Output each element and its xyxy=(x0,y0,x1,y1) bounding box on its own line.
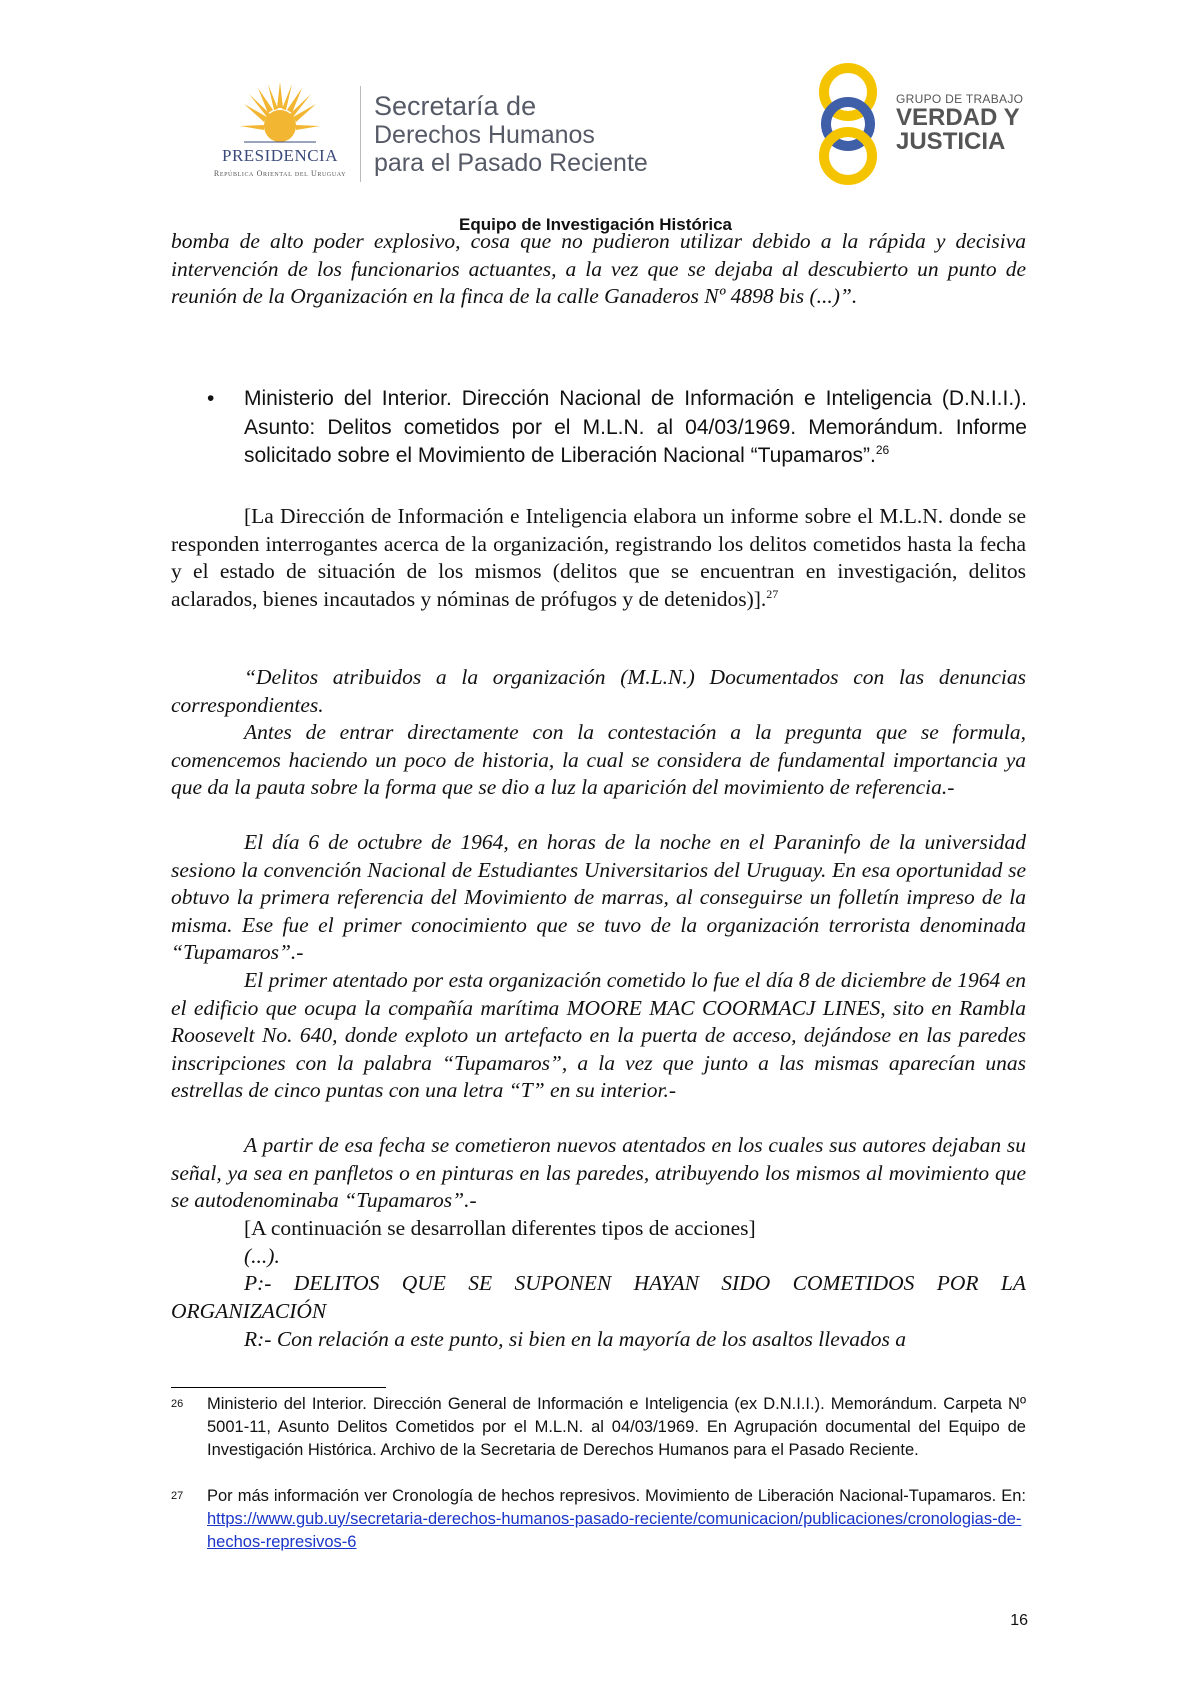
presidencia-name: PRESIDENCIA xyxy=(221,146,338,165)
grupo-verdad-justicia-logo xyxy=(808,62,1048,187)
footnote-26-text: Ministerio del Interior. Dirección General de Información e Inteligencia (ex D.N.I.I.). Memorándum. Carpeta Nº 5001-11, Asunto Delitos Cometidos por el M.L.N. al 04/03/1969. En Agrupación documental del Equipo de Investigación Histórica. Archivo de la Secretaria de Derechos Humanos para el Pasado Reciente. xyxy=(207,1395,1026,1459)
header-divider xyxy=(360,86,361,182)
cronologia-link[interactable]: https://www.gub.uy/secretaria-derechos-humanos-pasado-reciente/comunicacion/publicaciones/cronologias-de-hechos-represivos-6 xyxy=(207,1509,1022,1551)
footnote-separator xyxy=(171,1387,386,1388)
paragraph-9: R:- Con relación a este punto, si bien en la mayoría de los asaltos llevados a xyxy=(244,1327,907,1351)
secretaria-line-1: Secretaría de xyxy=(374,91,537,121)
bullet-text-body: Ministerio del Interior. Dirección Nacional de Información e Inteligencia (D.N.I.I.). Asunto: Delitos cometidos por el M.L.N. al 04/03/1969. Memorándum. Informe solicitado sobre el Movimiento de Liberación Nacional “Tupamaros”. xyxy=(244,387,1027,467)
paragraph-7: (...). xyxy=(244,1244,280,1268)
page-number: 16 xyxy=(1010,1612,1028,1629)
paragraph-8: P:- DELITOS QUE SE SUPONEN HAYAN SIDO COMETIDOS POR LA ORGANIZACIÓN xyxy=(171,1271,1026,1323)
secretaria-line-3: para el Pasado Reciente xyxy=(374,149,648,177)
grupo-label: GRUPO DE TRABAJO xyxy=(896,92,1024,106)
footnote-27-text xyxy=(207,1485,1026,1553)
paragraph-3: El día 6 de octubre de 1964, en horas de la noche en el Paraninfo de la universidad sesiono la convención Nacional de Estudiantes Universitarios del Uruguay. En esa oportunidad se obtuvo la primera referencia del Movimiento de marras, al conseguirse un folletín impreso de la misma. Ese fue el primer conocimiento que se tuvo de la organización terrorista denominada “Tupamaros”.- xyxy=(171,830,1026,965)
grupo-line-2: JUSTICIA xyxy=(896,128,1006,155)
bullet-symbol: • xyxy=(207,387,215,410)
paragraph-1: “Delitos atribuidos a la organización (M.L.N.) Documentados con las denuncias correspondientes. xyxy=(171,665,1026,717)
secretaria-line-2: Derechos Humanos xyxy=(374,121,595,149)
footnote-ref-27[interactable]: 27 xyxy=(766,586,779,601)
presidencia-subtitle: República Oriental del Uruguay xyxy=(213,169,347,178)
footnote-ref-26[interactable]: 26 xyxy=(875,443,890,457)
paragraph-2: Antes de entrar directamente con la contestación a la pregunta que se formula, comencemos haciendo un poco de historia, la cual se considera de fundamental importancia ya que da la pauta sobre la forma que se dio a luz la aparición del movimiento de referencia.- xyxy=(171,720,1026,800)
bullet-text xyxy=(244,385,1027,471)
quote-end: bomba de alto poder explosivo, cosa que no pudieron utilizar debido a la rápida y decisiva intervención de los funcionarios actuantes, a la vez que se dejaba al descubierto un punto de reunión de la Organización en la finca de la calle Ganaderos Nº 4898 bis (...)”. xyxy=(171,229,1026,309)
footnote-26-number: 26 xyxy=(171,1398,184,1410)
paragraph-5: A partir de esa fecha se cometieron nuevos atentados en los cuales sus autores dejaban su señal, ya sea en panfletos o en pinturas en las paredes, atribuyendo los mismos al movimiento que se autodenominaba “Tupamaros”.- xyxy=(171,1133,1026,1213)
paragraph-4: El primer atentado por esta organización cometido lo fue el día 8 de diciembre de 1964 en el edificio que ocupa la compañía marítima MOORE MAC COORMACJ LINES, sito en Rambla Roosevelt No. 640, donde exploto un artefacto en la puerta de acceso, dejándose en las paredes inscripciones con la palabra “Tupamaros”, a la vez que junto a las mismas aparecían unas estrellas de cinco puntas con una letra “T” en su interior.- xyxy=(171,968,1026,1103)
presidencia-logo xyxy=(195,80,365,200)
summary-paragraph xyxy=(171,503,1026,613)
footnote-27-body: Por más información ver Cronología de hechos represivos. Movimiento de Liberación Nacional-Tupamaros. En: xyxy=(207,1487,1026,1505)
team-title: Equipo de Investigación Histórica xyxy=(459,215,732,234)
page-header xyxy=(0,0,1191,220)
paragraph-6: [A continuación se desarrollan diferentes tipos de acciones] xyxy=(244,1216,756,1240)
secretaria-title xyxy=(374,92,648,177)
grupo-line-1: VERDAD Y xyxy=(896,104,1020,131)
summary-text: [La Dirección de Información e Inteligencia elabora un informe sobre el M.L.N. donde se responden interrogantes acerca de la organización, registrando los delitos cometidos hasta la fecha y el estado de situación de los mismos (delitos que se encuentran en investigación, delitos aclarados, bienes incautados y nóminas de prófugos y de detenidos)]. xyxy=(171,504,1026,611)
footnote-27-number: 27 xyxy=(171,1490,184,1502)
rings-icon xyxy=(808,62,888,187)
